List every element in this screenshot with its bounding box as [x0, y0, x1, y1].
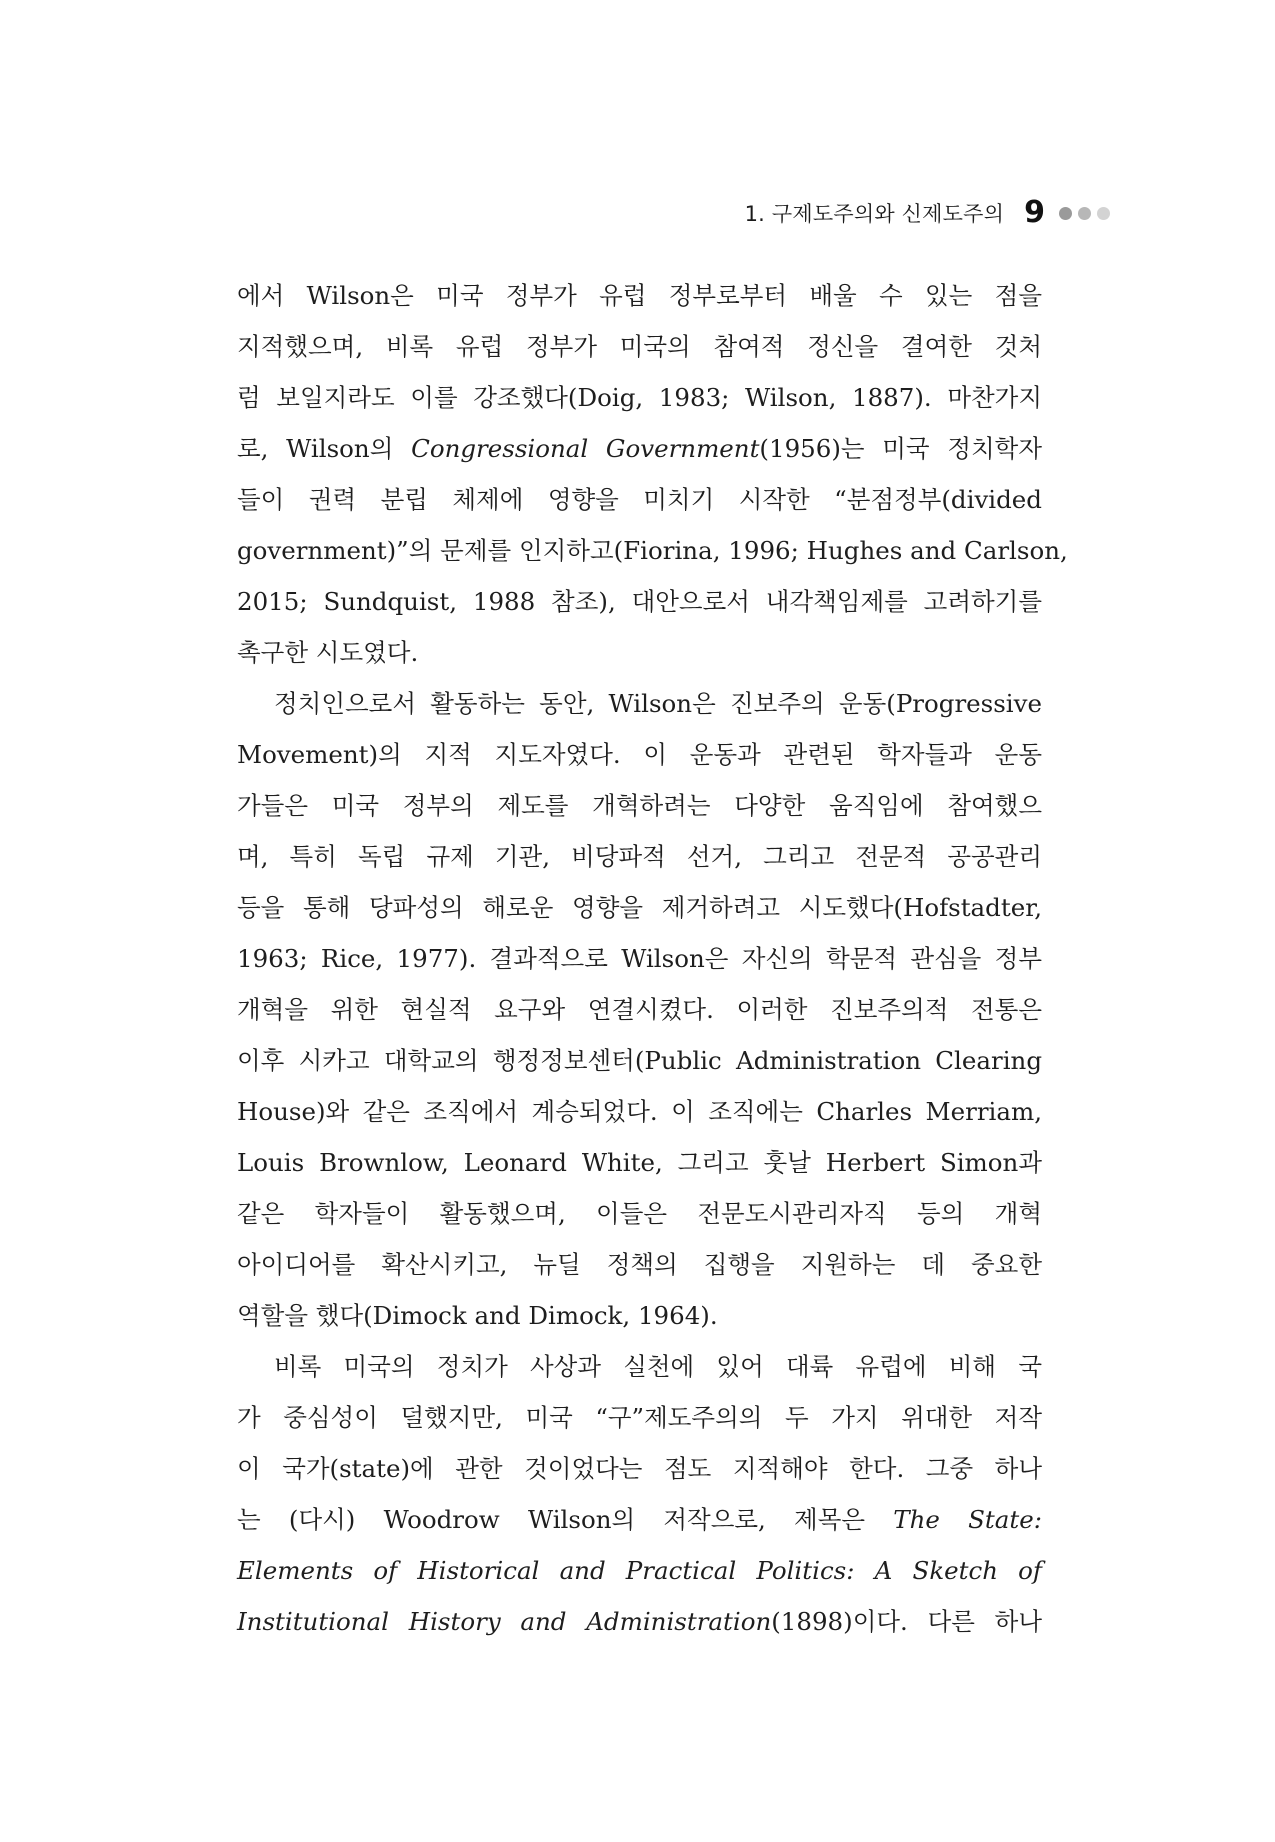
text-line [237, 780, 1042, 831]
text-line [237, 678, 1042, 729]
text-line [237, 474, 1042, 525]
text-line [237, 933, 1042, 984]
italic-title-segment: The State: [893, 1505, 1042, 1534]
text-line [237, 321, 1042, 372]
text-segment: 개혁을 위한 현실적 요구와 연결시켰다. 이러한 진보주의적 전통은 [237, 995, 1042, 1024]
text-line [237, 372, 1042, 423]
ornament-dot [1097, 207, 1110, 220]
text-line [237, 882, 1042, 933]
text-segment: 촉구한 시도였다. [237, 638, 419, 667]
text-segment: 는 (다시) Woodrow Wilson의 저작으로, 제목은 [237, 1505, 894, 1534]
text-line [237, 831, 1042, 882]
text-line [237, 984, 1042, 1035]
text-segment: 로, Wilson의 [237, 434, 412, 463]
text-segment: 등을 통해 당파성의 해로운 영향을 제거하려고 시도했다(Hofstadter, [237, 893, 1042, 922]
ornament-dot [1078, 207, 1091, 220]
text-line [237, 1137, 1042, 1188]
page-dots-ornament [1059, 207, 1110, 220]
text-segment: (1956)는 미국 정치학자 [759, 434, 1042, 463]
text-line [237, 1443, 1042, 1494]
text-segment: 가 중심성이 덜했지만, 미국 “구”제도주의의 두 가지 위대한 저작 [237, 1403, 1042, 1432]
page-number: 9 [1024, 195, 1045, 230]
text-line [237, 1086, 1042, 1137]
text-segment: 에서 Wilson은 미국 정부가 유럽 정부로부터 배울 수 있는 점을 [237, 281, 1042, 310]
text-line [237, 525, 1068, 576]
text-segment: 같은 학자들이 활동했으며, 이들은 전문도시관리자직 등의 개혁 [237, 1199, 1042, 1228]
italic-title-segment: Congressional Government [411, 434, 760, 463]
text-line [237, 1545, 1042, 1596]
text-segment: 비록 미국의 정치가 사상과 실천에 있어 대륙 유럽에 비해 국 [274, 1352, 1042, 1381]
text-segment: 역할을 했다(Dimock and Dimock, 1964). [237, 1301, 718, 1330]
text-segment: 지적했으며, 비록 유럽 정부가 미국의 참여적 정신을 결여한 것처 [237, 332, 1042, 361]
text-segment: 럼 보일지라도 이를 강조했다(Doig, 1983; Wilson, 1887). 마찬가지 [237, 383, 1042, 412]
paragraph [237, 678, 1042, 1341]
italic-title-segment: Elements of Historical and Practical Politics: A Sketch of [237, 1556, 1042, 1585]
italic-title-segment: Institutional History and Administration [237, 1607, 772, 1636]
text-segment: 이 국가(state)에 관한 것이었다는 점도 지적해야 한다. 그중 하나 [237, 1454, 1042, 1483]
text-line [237, 1341, 1042, 1392]
text-line [237, 1239, 1042, 1290]
text-segment: 들이 권력 분립 체제에 영향을 미치기 시작한 “분점정부(divided [237, 485, 1042, 514]
text-segment: (1898)이다. 다른 하나 [771, 1607, 1042, 1636]
text-line [237, 1290, 1042, 1341]
body-text [237, 270, 1068, 1647]
running-title: 1. 구제도주의와 신제도주의 [744, 202, 1005, 226]
text-line [237, 1392, 1042, 1443]
text-segment: 2015; Sundquist, 1988 참조), 대안으로서 내각책임제를 고려하기를 [237, 587, 1042, 616]
paragraph [237, 270, 1068, 678]
text-line [237, 576, 1042, 627]
text-segment: 1963; Rice, 1977). 결과적으로 Wilson은 자신의 학문적 관심을 정부 [237, 944, 1042, 973]
text-segment: Louis Brownlow, Leonard White, 그리고 훗날 Herbert Simon과 [237, 1148, 1042, 1177]
text-line [237, 1596, 1042, 1647]
text-line [237, 729, 1042, 780]
text-line [237, 1035, 1042, 1086]
text-segment: 며, 특히 독립 규제 기관, 비당파적 선거, 그리고 전문적 공공관리 [237, 842, 1042, 871]
text-line [237, 423, 1042, 474]
running-head [744, 195, 1110, 230]
ornament-dot [1059, 207, 1072, 220]
text-segment: 가들은 미국 정부의 제도를 개혁하려는 다양한 움직임에 참여했으 [237, 791, 1042, 820]
text-segment: House)와 같은 조직에서 계승되었다. 이 조직에는 Charles Merriam, [237, 1097, 1042, 1126]
text-line [237, 627, 1042, 678]
text-segment: government)”의 문제를 인지하고(Fiorina, 1996; Hughes and Carlson, [237, 536, 1068, 565]
text-line [237, 270, 1042, 321]
text-line [237, 1188, 1042, 1239]
text-segment: 정치인으로서 활동하는 동안, Wilson은 진보주의 운동(Progressive [274, 689, 1042, 718]
text-segment: 이후 시카고 대학교의 행정정보센터(Public Administration Clearing [237, 1046, 1042, 1075]
text-segment: Movement)의 지적 지도자였다. 이 운동과 관련된 학자들과 운동 [237, 740, 1042, 769]
text-segment: 아이디어를 확산시키고, 뉴딜 정책의 집행을 지원하는 데 중요한 [237, 1250, 1042, 1279]
text-line [237, 1494, 1042, 1545]
paragraph [237, 1341, 1042, 1647]
